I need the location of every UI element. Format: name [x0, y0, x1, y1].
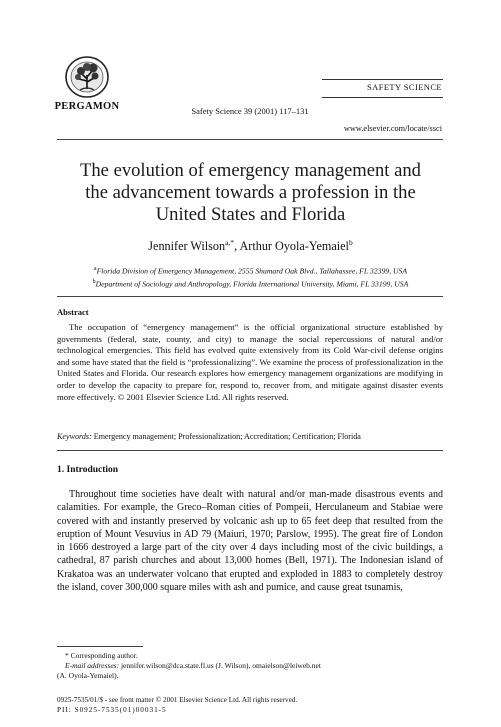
affiliation-text: Department of Sociology and Anthropology, Florida International University, Miami, FL 33199, USA [95, 279, 409, 289]
affiliation-divider [57, 296, 443, 297]
pergamon-tree-logo-icon [64, 55, 110, 99]
author-name: Arthur Oyola-Yemaiel [239, 239, 349, 254]
journal-name: SAFETY SCIENCE [367, 82, 442, 92]
title-line: United States and Florida [155, 204, 346, 225]
email-note-continuation: (A. Oyola-Yemaiel). [57, 671, 119, 680]
corresponding-author-note: * Corresponding author. [65, 651, 138, 660]
journal-name-rule-bottom [322, 97, 443, 98]
affiliation-text: Florida Division of Emergency Management, 2555 Shumard Oak Blvd., Tallahassee, FL 32399, USA [96, 266, 408, 276]
title-line: The evolution of emergency management and [80, 160, 421, 181]
copyright-line: 0925-7535/01/$ - see front matter © 2001 Elsevier Science Ltd. All rights reserved. [57, 696, 298, 704]
author-marks: b [348, 238, 353, 247]
journal-header [0, 0, 501, 160]
header-divider [57, 139, 443, 140]
affiliation-item [40, 277, 461, 290]
footnotes [57, 651, 443, 681]
email-addresses: jennifer.wilson@dca.state.fl.us (J. Wilson), omaielson@leiweb.net [119, 661, 321, 670]
affiliation-mark: a [93, 266, 97, 272]
keywords-label: Keywords: [57, 432, 92, 441]
pii-line: PII: S0925-7535(01)00031-5 [57, 706, 167, 714]
author-marks: a,* [225, 238, 235, 247]
journal-citation: Safety Science 39 (2001) 117–131 [191, 106, 309, 116]
email-note [57, 661, 443, 671]
author-separator: , [234, 239, 240, 254]
abstract-heading: Abstract [57, 307, 89, 317]
keywords [57, 432, 443, 441]
author-list [40, 238, 461, 254]
keywords-text: Emergency management; Professionalization; Accreditation; Certification; Florida [91, 432, 361, 441]
affiliation-item [40, 264, 461, 277]
section-heading: 1. Introduction [57, 465, 119, 475]
author-name: Jennifer Wilson [148, 239, 226, 254]
article-title [40, 160, 461, 226]
copyright-block [57, 695, 443, 715]
journal-url-link[interactable]: www.elsevier.com/locate/ssci [343, 124, 442, 133]
publisher-name: PERGAMON [54, 101, 120, 112]
journal-name-rule-top [322, 79, 443, 80]
affiliation-mark: b [92, 278, 96, 285]
title-line: the advancement towards a profession in the [85, 182, 416, 203]
introduction-text: Throughout time societies have dealt with natural and/or man-made disastrous events and calamities. For example, the Greco–Roman cities of Pompeii, Herculaneum and Stabiae were covered with and instantly preserved by volcanic ash up to 65 feet deep that resulted from the eruption of Mount Vesuvius in AD 79 (Maiuri, 1970; Parslow, 1995). The great fire of London in 1666 destroyed a large part of the city over 4 days including most of the civic buildings, a cathedral, 87 parish churches and about 13,000 homes (Bell, 1971). The Indonesian island of Krakatoa was an underwater volcano that erupted and exploded in 1883 to completely destroy the island, cover 300,000 square miles with ash and pumice, and cause great tsunamis, [57, 489, 443, 594]
keywords-divider [57, 450, 443, 451]
email-label: E-mail addresses: [65, 661, 120, 670]
footnote-divider [57, 646, 143, 647]
affiliations [40, 264, 461, 289]
abstract-text: The occupation of “emergency management” is the official organizational structure established by governments (federal, state, county, and city) to manage the social repercussions of natural and/or technological emergencies. This field has evolved quite extensively from its Cold War-civil defense origins and some have stated that the field is “professionalizing”. We examine the process of professionalization in the United States and Florida. Our research explores how emergency management organizations are modifying in order to develop the capacity to prepare for, respond to, recover from, and mitigate against disaster events more effectively. © 2001 Elsevier Science Ltd. All rights reserved. [57, 322, 443, 402]
publisher-logo [52, 55, 122, 119]
